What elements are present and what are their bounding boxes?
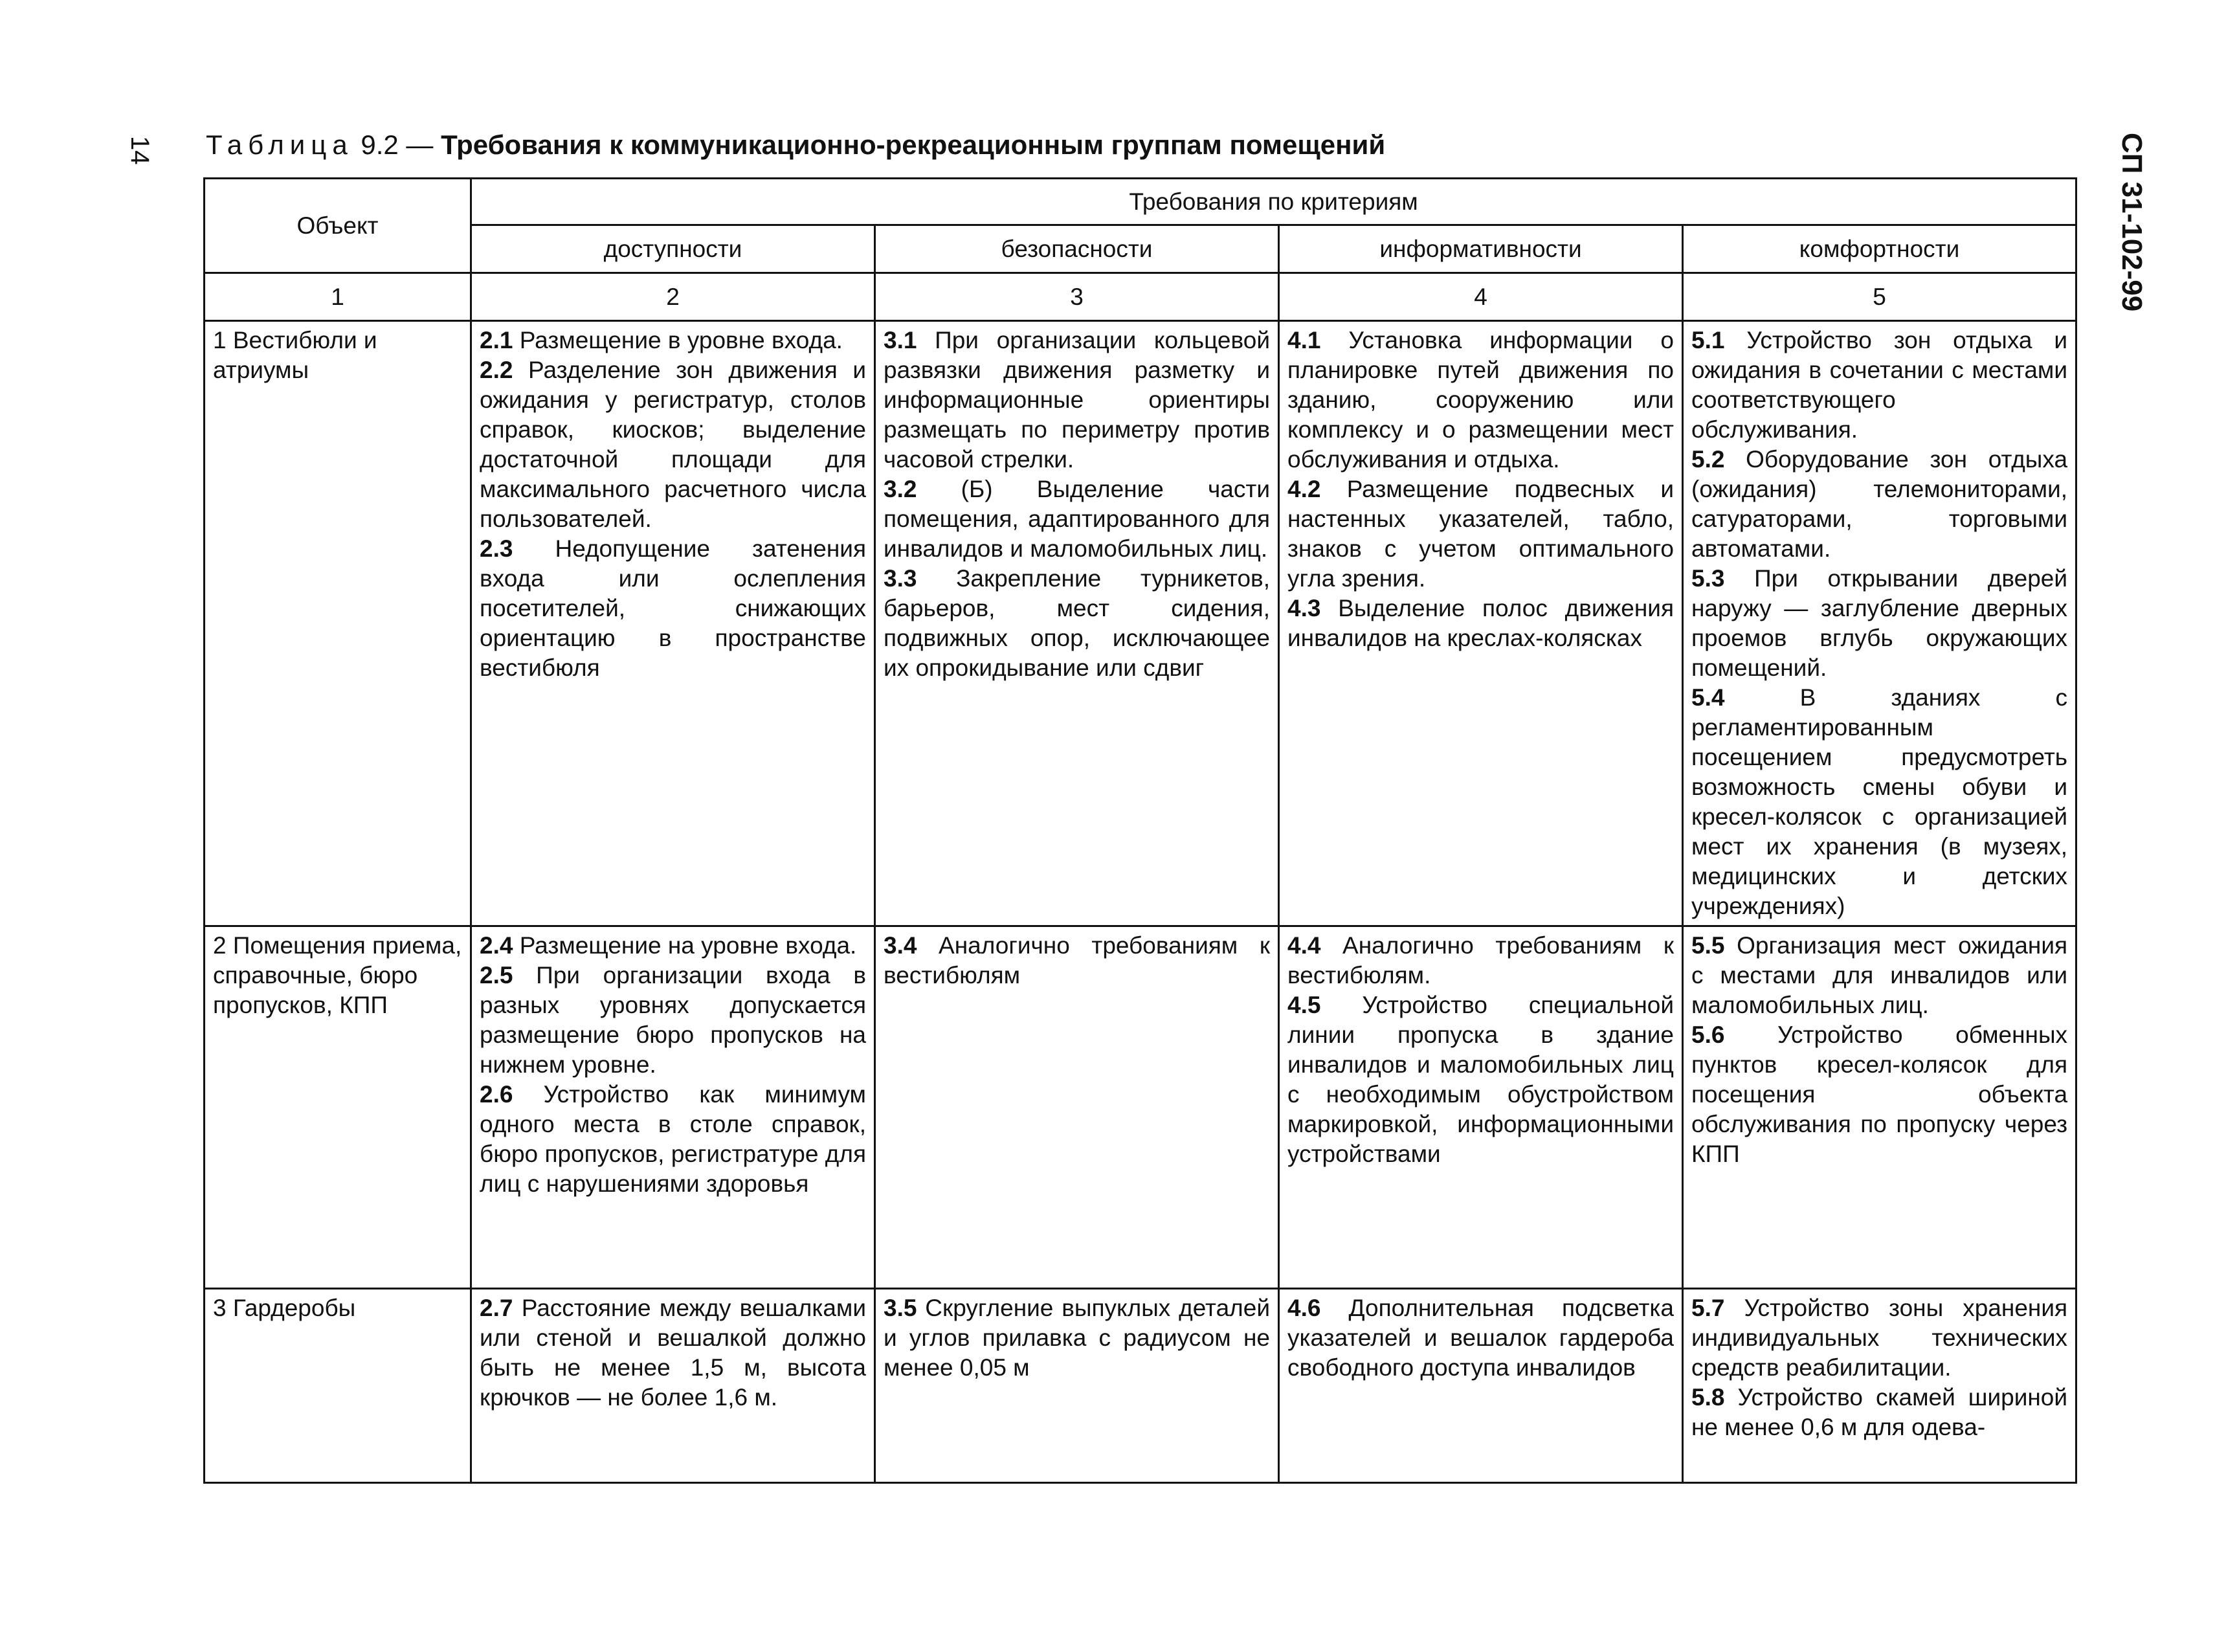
requirement-item [480, 1080, 866, 1199]
requirement-number: 4.2 [1287, 476, 1321, 502]
requirement-cell [875, 321, 1279, 926]
requirement-cell [1683, 321, 2076, 926]
requirement-text: Устройство скамей шириной не менее 0,6 м для одева- [1691, 1384, 2068, 1440]
requirement-item [884, 931, 1270, 990]
requirement-cell [1279, 321, 1683, 926]
requirement-item [884, 326, 1270, 474]
page-number: 14 [126, 136, 154, 165]
requirement-number: 3.5 [884, 1295, 917, 1321]
requirement-item [480, 931, 866, 961]
caption-word: Таблица [206, 129, 353, 160]
requirement-text: Аналогично требованиям к вестибюлям. [1287, 932, 1675, 988]
requirement-item [480, 326, 866, 355]
requirement-cell [1279, 926, 1683, 1289]
requirement-text: Оборудование зон отдыха (ожидания) телемониторами, сатураторами, торговыми автоматами. [1691, 446, 2068, 562]
requirement-item [884, 474, 1270, 564]
requirements-table [203, 177, 2077, 1484]
column-number: 3 [875, 273, 1279, 321]
requirement-number: 4.6 [1287, 1295, 1321, 1321]
requirement-text: Разделение зон движения и ожидания у регистратур, столов справок, киосков; выделение достаточной площади для максимального расчетного числа пользователей. [480, 357, 867, 532]
requirement-text: Закрепление турникетов, барьеров, мест сидения, подвижных опор, исключающее их опрокидывание или сдвиг [884, 565, 1270, 681]
requirement-number: 5.1 [1691, 327, 1725, 353]
table-row [205, 926, 2076, 1289]
requirement-item [1287, 594, 1674, 653]
requirement-text: Установка информации о планировке путей движения по зданию, сооружению или комплексу и о размещении мест обслуживания и отдыха. [1287, 327, 1674, 473]
requirement-text: Устройство как минимум одного места в столе справок, бюро пропусков, регистратуре для лиц с нарушениями здоровья [480, 1081, 866, 1197]
requirement-text: Устройство обменных пунктов кресел-колясок для посещения объекта обслуживания по пропуску через КПП [1691, 1021, 2068, 1167]
requirement-item [1287, 1293, 1674, 1383]
requirement-item [1287, 931, 1674, 990]
object-cell [205, 321, 471, 926]
requirement-item [1691, 1383, 2067, 1442]
requirement-text: Размещение на уровне входа. [519, 932, 857, 959]
requirement-item [480, 355, 866, 534]
requirement-text: (Б) Выделение части помещения, адаптированного для инвалидов и маломобильных лиц. [884, 476, 1270, 562]
requirement-number: 2.2 [480, 357, 513, 383]
column-number: 5 [1683, 273, 2076, 321]
requirement-number: 4.1 [1287, 327, 1321, 353]
requirement-cell [1279, 1289, 1683, 1483]
requirement-text: При организации входа в разных уровнях допускается размещение бюро пропусков на нижнем уровне. [480, 962, 866, 1078]
requirement-number: 5.3 [1691, 565, 1725, 592]
header-accessibility: доступности [471, 225, 875, 273]
document-code: СП 31-102-99 [2116, 133, 2148, 312]
requirement-item [1691, 1293, 2067, 1383]
header-criteria: Требования по критериям [471, 179, 2076, 225]
header-safety: безопасности [875, 225, 1279, 273]
requirement-number: 2.5 [480, 962, 513, 988]
requirement-number: 2.7 [480, 1295, 513, 1321]
requirement-item [1691, 564, 2067, 683]
table-caption [206, 129, 1385, 161]
caption-title: Требования к коммуникационно-рекреационным группам помещений [441, 129, 1386, 160]
requirement-text: Устройство зон отдыха и ожидания в сочетании с местами соответствующего обслуживания. [1691, 327, 2068, 443]
object-name: 1 Вестибюли и атриумы [213, 327, 377, 383]
requirement-text: Устройство специальной линии пропуска в здание инвалидов и маломобильных лиц с необходимым обустройством маркировкой, информационными устройствами [1287, 992, 1674, 1167]
requirement-item [480, 534, 866, 683]
requirement-item [1691, 326, 2067, 445]
requirement-number: 4.5 [1287, 992, 1321, 1018]
requirement-item [884, 1293, 1270, 1383]
caption-number: 9.2 — [361, 129, 434, 160]
object-cell [205, 926, 471, 1289]
column-number: 2 [471, 273, 875, 321]
requirement-text: Устройство зоны хранения индивидуальных технических средств реабилитации. [1691, 1295, 2068, 1381]
requirement-cell [1683, 1289, 2076, 1483]
table-row [205, 321, 2076, 926]
object-name: 3 Гардеробы [213, 1295, 356, 1321]
requirement-number: 5.2 [1691, 446, 1725, 473]
requirement-number: 5.6 [1691, 1021, 1725, 1048]
requirement-text: Организация мест ожидания с местами для инвалидов или маломобильных лиц. [1691, 932, 2068, 1018]
requirement-number: 5.8 [1691, 1384, 1725, 1411]
object-cell [205, 1289, 471, 1483]
requirement-text: Выделение полос движения инвалидов на креслах-колясках [1287, 595, 1674, 651]
requirement-number: 5.4 [1691, 684, 1725, 711]
requirement-number: 4.4 [1287, 932, 1321, 959]
column-number: 4 [1279, 273, 1683, 321]
requirement-text: Размещение в уровне входа. [519, 327, 843, 353]
header-informativeness: информативности [1279, 225, 1683, 273]
requirement-item [1287, 326, 1674, 474]
requirement-item [1691, 1020, 2067, 1169]
requirement-text: Расстояние между вешалками или стеной и вешалкой должно быть не менее 1,5 м, высота крючков — не более 1,6 м. [480, 1295, 867, 1411]
header-object: Объект [205, 179, 471, 273]
requirement-number: 3.3 [884, 565, 917, 592]
requirement-item [480, 1293, 866, 1412]
requirement-number: 2.6 [480, 1081, 513, 1108]
table-row [205, 1289, 2076, 1483]
requirement-item [1287, 990, 1674, 1169]
requirement-number: 2.1 [480, 327, 513, 353]
requirement-number: 4.3 [1287, 595, 1321, 621]
requirement-text: Недопущение затенения входа или ослепления посетителей, снижающих ориентацию в пространстве вестибюля [480, 535, 866, 681]
requirement-cell [875, 1289, 1279, 1483]
requirement-number: 3.1 [884, 327, 917, 353]
requirement-number: 2.4 [480, 932, 513, 959]
requirement-cell [471, 926, 875, 1289]
requirement-item [1691, 931, 2067, 1020]
requirement-text: При открывании дверей наружу — заглубление дверных проемов вглубь окружающих помещений. [1691, 565, 2068, 681]
header-comfort: комфортности [1683, 225, 2076, 273]
requirement-item [480, 961, 866, 1080]
requirement-text: При организации кольцевой развязки движения разметку и информационные ориентиры размещать по периметру против часовой стрелки. [884, 327, 1270, 473]
requirement-cell [1683, 926, 2076, 1289]
requirement-number: 3.4 [884, 932, 917, 959]
requirement-item [1691, 683, 2067, 921]
requirement-text: Аналогично требованиям к вестибюлям [884, 932, 1271, 988]
requirement-cell [471, 1289, 875, 1483]
requirement-text: В зданиях с регламентированным посещением предусмотреть возможность смены обуви и кресел-колясок с организацией мест их хранения (в музеях, медицинских и детских учреждениях) [1691, 684, 2068, 919]
object-name: 2 Помещения приема, справочные, бюро пропусков, КПП [213, 932, 462, 1018]
requirement-text: Скругление выпуклых деталей и углов прилавка с радиусом не менее 0,05 м [884, 1295, 1270, 1381]
requirement-cell [471, 321, 875, 926]
requirement-text: Размещение подвесных и настенных указателей, табло, знаков с учетом оптимального угла зрения. [1287, 476, 1674, 592]
requirement-item [1691, 445, 2067, 564]
requirement-number: 3.2 [884, 476, 917, 502]
requirement-text: Дополнительная подсветка указателей и вешалок гардероба свободного доступа инвалидов [1287, 1295, 1674, 1381]
requirement-number: 2.3 [480, 535, 513, 562]
column-number: 1 [205, 273, 471, 321]
requirement-number: 5.5 [1691, 932, 1725, 959]
requirement-item [1287, 474, 1674, 594]
requirement-cell [875, 926, 1279, 1289]
requirement-item [884, 564, 1270, 683]
requirement-number: 5.7 [1691, 1295, 1725, 1321]
